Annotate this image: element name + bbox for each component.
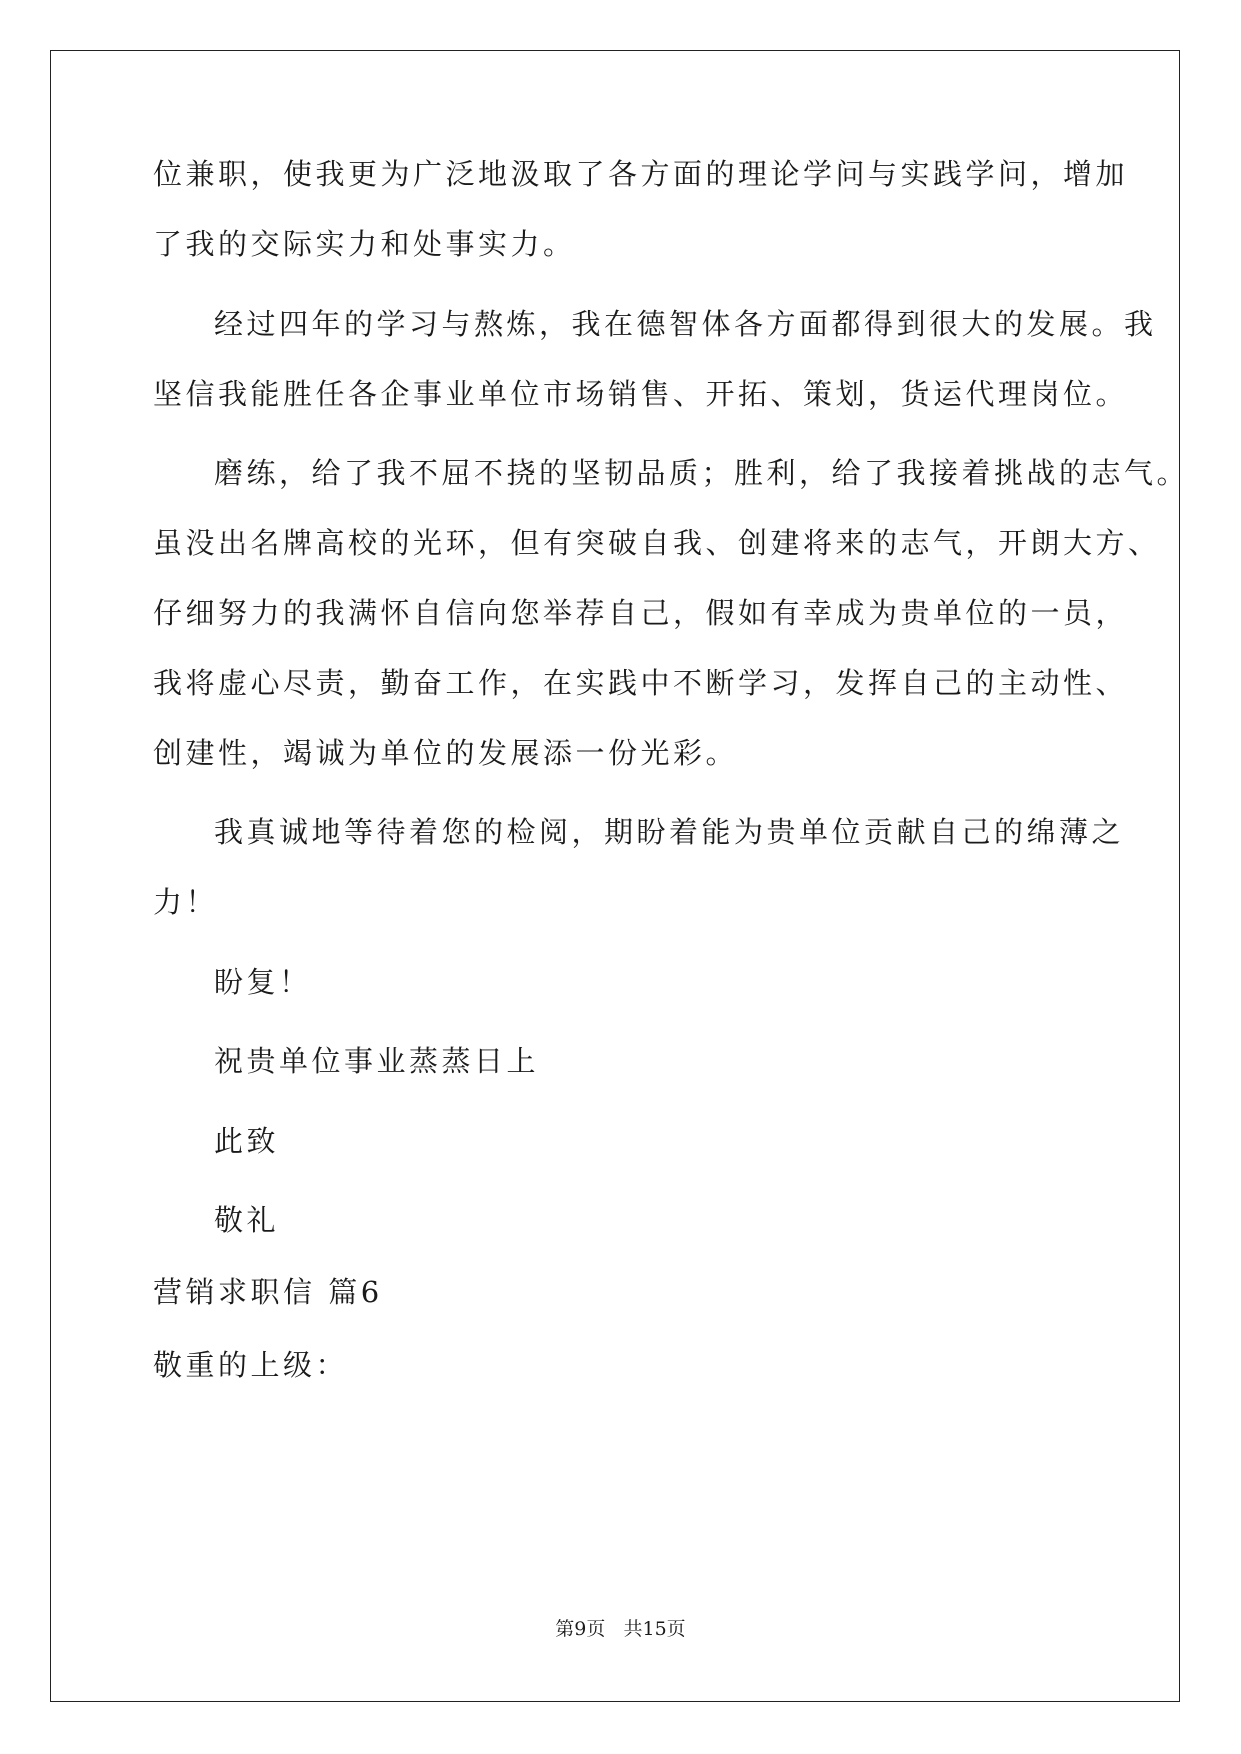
closing-line: 祝贵单位事业蒸蒸日上 (214, 1044, 540, 1078)
text-line: 我将虚心尽责，勤奋工作，在实践中不断学习，发挥自己的主动性、 (153, 666, 1129, 700)
section-heading: 营销求职信 篇6 (153, 1275, 383, 1309)
closing-line: 盼复！ (214, 965, 312, 999)
closing-line: 敬礼 (214, 1203, 280, 1237)
paragraph-start: 经过四年的学习与熬炼，我在德智体各方面都得到很大的发展。我 (214, 307, 1157, 341)
text-line: 创建性，竭诚为单位的发展添一份光彩。 (153, 736, 739, 770)
page-border (50, 50, 1180, 1702)
paragraph-start: 我真诚地等待着您的检阅，期盼着能为贵单位贡献自己的绵薄之 (214, 815, 1125, 849)
paragraph-start: 磨练，给了我不屈不挠的坚韧品质；胜利，给了我接着挑战的志气。 (214, 456, 1190, 490)
text-line: 力！ (153, 885, 219, 919)
text-line: 仔细努力的我满怀自信向您举荐自己，假如有幸成为贵单位的一员， (153, 596, 1129, 630)
text-line: 了我的交际实力和处事实力。 (153, 227, 576, 261)
text-line: 虽没出名牌高校的光环，但有突破自我、创建将来的志气，开朗大方、 (153, 526, 1161, 560)
page-number: 第9页 共15页 (555, 1618, 686, 1640)
closing-line: 此致 (214, 1124, 280, 1158)
salutation: 敬重的上级： (153, 1348, 349, 1382)
text-line: 位兼职，使我更为广泛地汲取了各方面的理论学问与实践学问，增加 (153, 157, 1129, 191)
text-line: 坚信我能胜任各企事业单位市场销售、开拓、策划，货运代理岗位。 (153, 377, 1129, 411)
